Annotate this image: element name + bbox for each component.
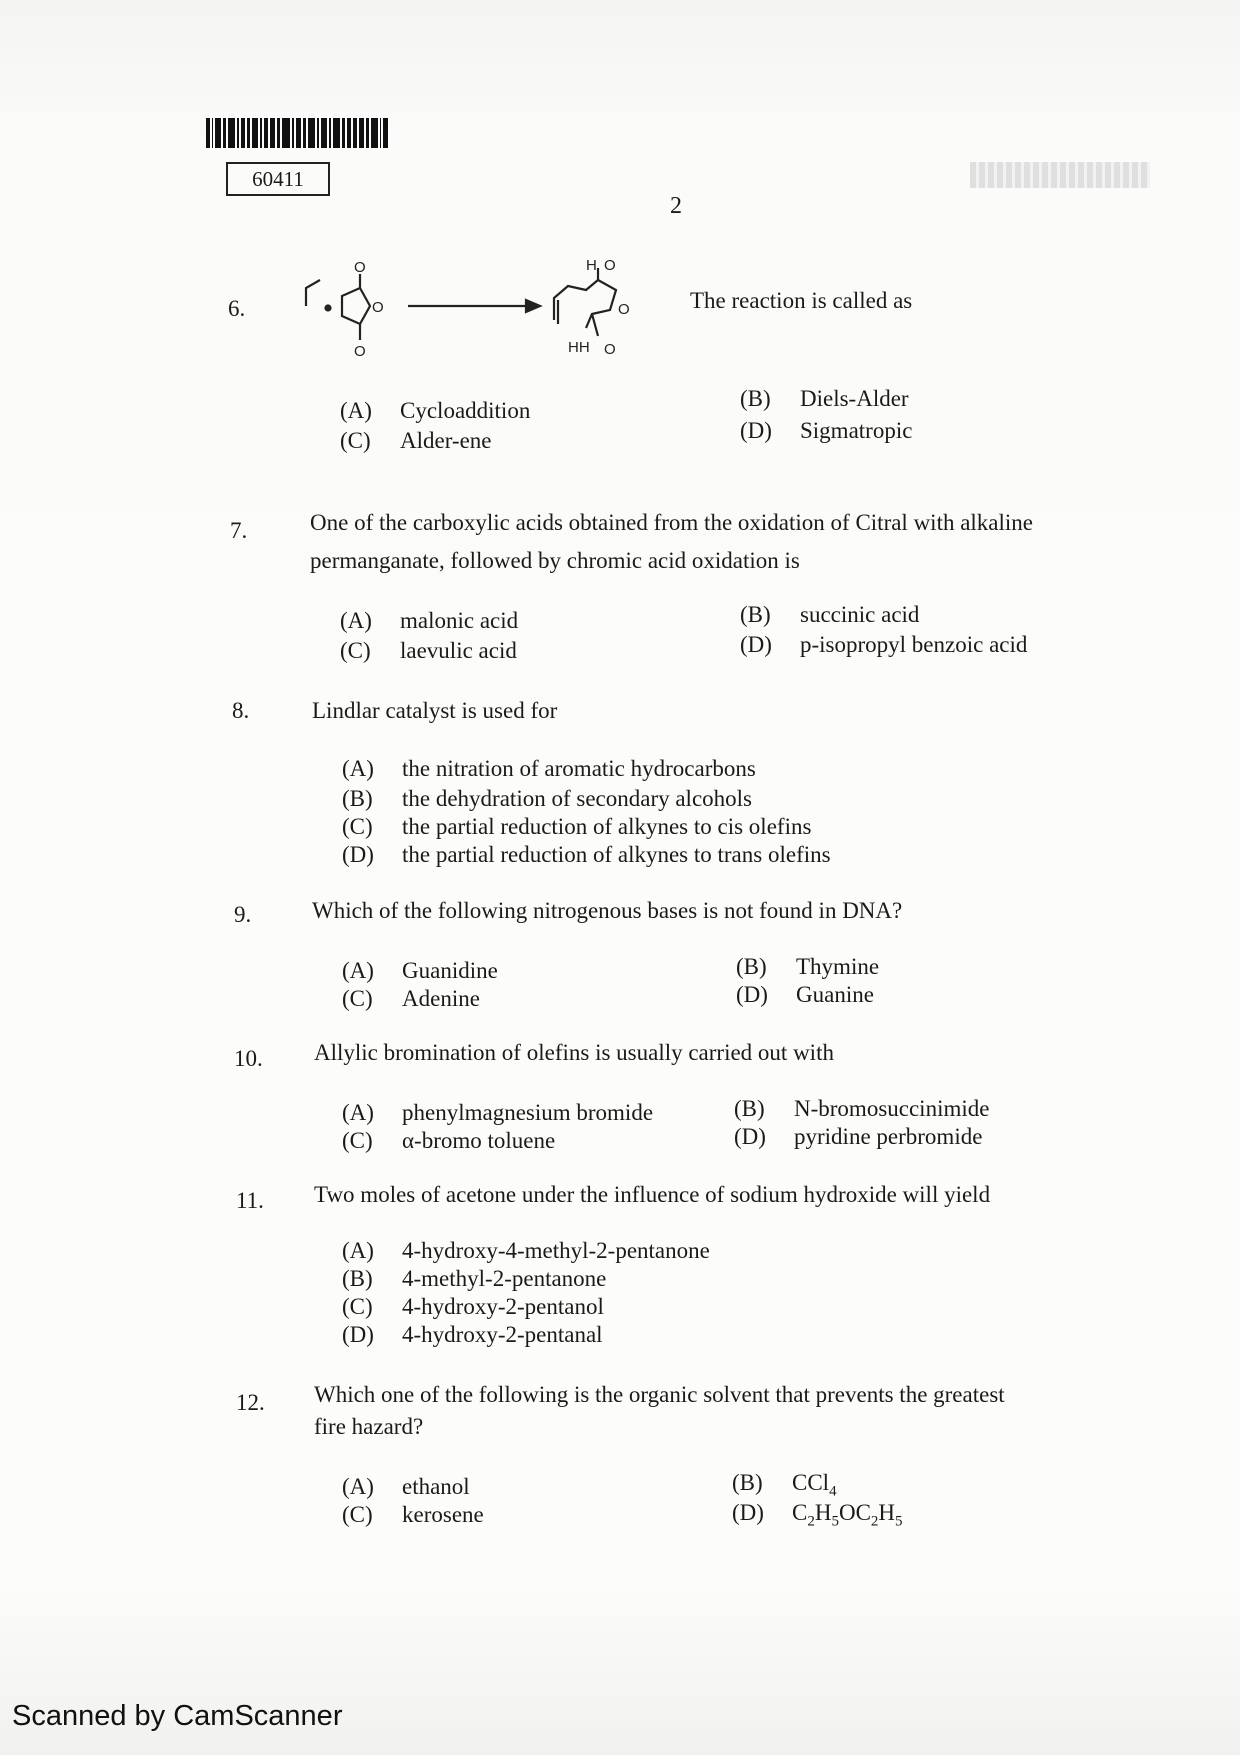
option-c: (C) laevulic acid [340,638,517,663]
question-text-line: One of the carboxylic acids obtained from the oxidation of Citral with alkaline [310,510,1034,535]
option-d: (D) Guanine [736,982,874,1007]
barcode [206,118,388,148]
svg-text:O: O [354,259,366,276]
option-d: (D) pyridine perbromide [734,1124,983,1149]
option-a: (A) 4-hydroxy-4-methyl-2-pentanone [342,1238,710,1263]
option-c: (C) Alder-ene [340,428,492,453]
question-text: Lindlar catalyst is used for [312,698,558,723]
page-number: 2 [670,193,682,219]
question-text: The reaction is called as [690,288,913,313]
question-number: 10. [234,1046,263,1071]
option-b: (B) N-bromosuccinimide [734,1096,990,1121]
option-a: (A) Guanidine [342,958,498,983]
scanner-watermark: Scanned by CamScanner [12,1700,343,1732]
option-d: (D) 4-hydroxy-2-pentanal [342,1322,603,1347]
svg-text:HH: HH [568,339,590,356]
question-number: 7. [230,518,248,543]
paper-code: 60411 [226,162,330,196]
option-d: (D) $C_2H_5OC_2H_5$ [732,1500,903,1530]
option-a: (A) Cycloaddition [340,398,531,423]
question-text-line: permanganate, followed by chromic acid oxidation is [310,548,800,573]
product-structure [554,268,616,336]
question-number: 6. [228,296,246,321]
option-a: (A) malonic acid [340,608,519,633]
option-d: (D) the partial reduction of alkynes to trans olefins [342,842,831,867]
svg-text:O: O [372,299,384,316]
maleic-anhydride-structure [342,274,370,340]
option-b: (B) the dehydration of secondary alcohols [342,786,752,811]
svg-text:O: O [604,257,616,274]
question-text: Two moles of acetone under the influence of sodium hydroxide will yield [314,1182,991,1207]
option-a: (A) phenylmagnesium bromide [342,1100,654,1125]
question-text: Which of the following nitrogenous bases is not found in DNA? [312,898,903,923]
option-c: (C) 4-hydroxy-2-pentanol [342,1294,604,1319]
reaction-diagram [298,258,628,368]
question-number: 12. [236,1390,265,1415]
question-text-line: fire hazard? [314,1414,424,1439]
option-c: (C) the partial reduction of alkynes to cis olefins [342,814,812,839]
question-text-line: Which one of the following is the organic solvent that prevents the greatest [314,1382,1005,1407]
question-text: Allylic bromination of olefins is usually carried out with [314,1040,834,1065]
option-b: (B) 4-methyl-2-pentanone [342,1266,607,1291]
svg-text:O: O [354,343,366,360]
svg-text:O: O [604,341,616,358]
faded-barcode [970,162,1150,188]
option-b: (B) Thymine [736,954,880,979]
option-d: (D) p-isopropyl benzoic acid [740,632,1028,657]
butadiene-structure [306,280,320,306]
option-d: (D) Sigmatropic [740,418,913,443]
question-number: 8. [232,698,250,723]
svg-text:O: O [618,301,630,318]
option-c: (C) Adenine [342,986,480,1011]
option-a: (A) the nitration of aromatic hydrocarbons [342,756,756,781]
plus-dot [326,306,331,311]
option-b: (B) Diels-Alder [740,386,909,411]
question-number: 11. [236,1188,264,1213]
option-c: (C) α-bromo toluene [342,1128,556,1153]
question-number: 9. [234,902,252,927]
option-b: (B) succinic acid [740,602,920,627]
option-b: (B) CCl$_4$ [732,1470,837,1500]
option-a: (A) ethanol [342,1474,470,1499]
svg-text:H: H [586,257,597,274]
option-c: (C) kerosene [342,1502,484,1527]
